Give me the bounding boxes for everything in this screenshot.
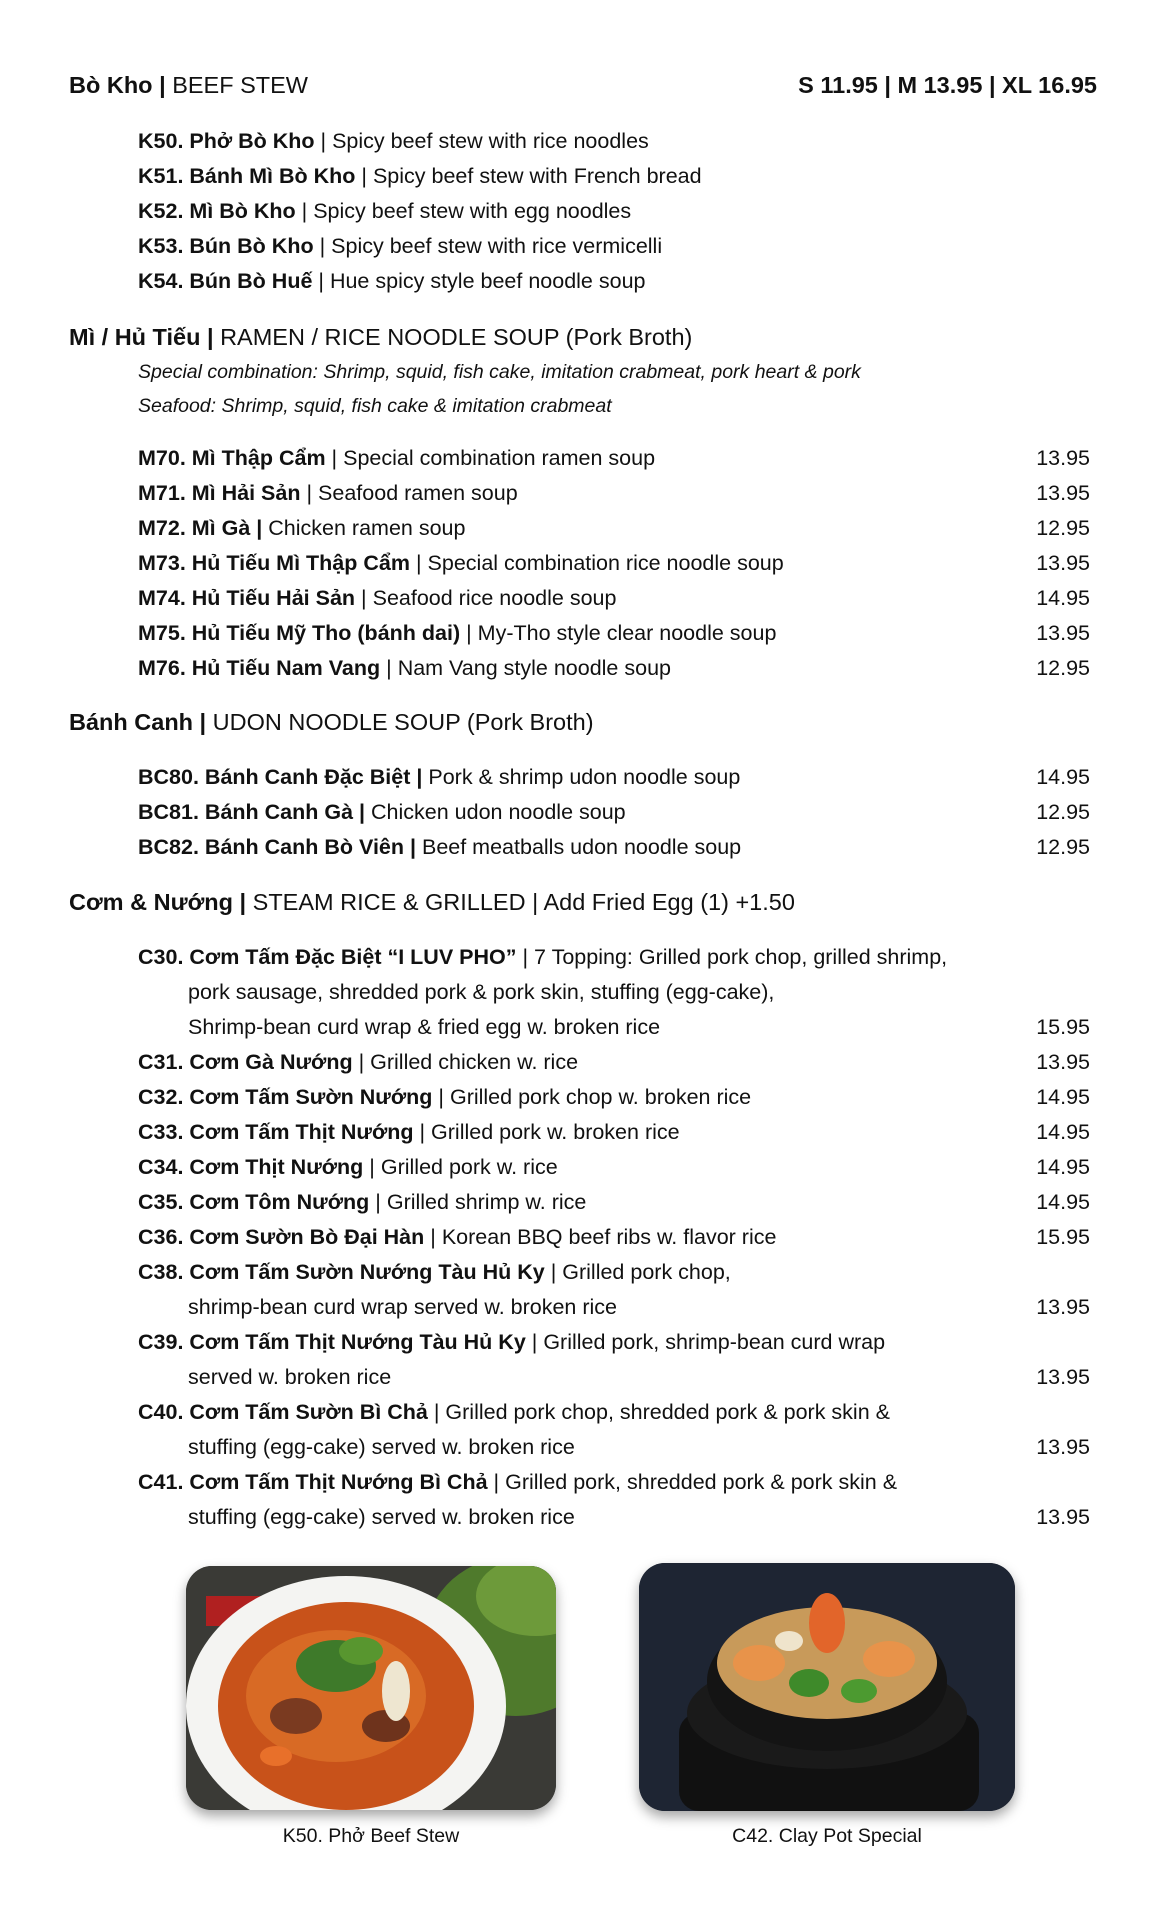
size-prices: S 11.95 | M 13.95 | XL 16.95 [798, 72, 1097, 98]
item-desc: 7 Topping: Grilled pork chop, grilled shrimp, [534, 945, 948, 969]
item-desc-cont: shrimp-bean curd wrap served w. broken rice [188, 1295, 617, 1319]
item-name: K51. Bánh Mì Bò Kho [138, 164, 356, 188]
item-price: 13.95 [1036, 1050, 1090, 1074]
item-price: 15.95 [1036, 1225, 1090, 1249]
item-desc: Grilled pork chop, shredded pork & pork skin & [445, 1400, 890, 1424]
menu-item: C32. Cơm Tấm Sườn Nướng | Grilled pork chop w. broken rice [138, 1085, 752, 1109]
section-header-bo-kho: Bò Kho | BEEF STEW [69, 72, 308, 98]
menu-item: C35. Cơm Tôm Nướng | Grilled shrimp w. rice [138, 1190, 587, 1214]
item-name: BC80. Bánh Canh Đặc Biệt [138, 765, 411, 789]
item-desc: Beef meatballs udon noodle soup [421, 835, 742, 859]
item-desc: Spicy beef stew with French bread [372, 164, 702, 188]
item-desc: Chicken ramen soup [268, 516, 466, 540]
item-desc: Grilled shrimp w. rice [386, 1190, 587, 1214]
item-desc: Spicy beef stew with rice noodles [332, 129, 649, 153]
menu-item: C36. Cơm Sườn Bò Đại Hàn | Korean BBQ beef ribs w. flavor rice [138, 1225, 777, 1249]
section-header-com: Cơm & Nướng | STEAM RICE & GRILLED | Add Fried Egg (1) +1.50 [69, 889, 795, 915]
item-name: C40. Cơm Tấm Sườn Bì Chả [138, 1400, 428, 1424]
section-title-vn: Cơm & Nướng [69, 889, 234, 915]
item-name: C38. Cơm Tấm Sườn Nướng Tàu Hủ Ky [138, 1260, 545, 1284]
item-desc-cont: stuffing (egg-cake) served w. broken rice [188, 1505, 575, 1529]
item-name: C34. Cơm Thịt Nướng [138, 1155, 364, 1179]
item-price: 15.95 [1036, 1015, 1090, 1039]
menu-item: C30. Cơm Tấm Đặc Biệt “I LUV PHO” | 7 Topping: Grilled pork chop, grilled shrimp, [138, 945, 948, 969]
menu-item: BC80. Bánh Canh Đặc Biệt | Pork & shrimp udon noodle soup [138, 765, 741, 789]
item-name: BC81. Bánh Canh Gà [138, 800, 354, 824]
item-name: K52. Mì Bò Kho [138, 199, 296, 223]
item-price: 14.95 [1036, 586, 1090, 610]
item-name: M74. Hủ Tiếu Hải Sản [138, 586, 356, 610]
item-name: K53. Bún Bò Kho [138, 234, 314, 258]
menu-item: K53. Bún Bò Kho | Spicy beef stew with rice vermicelli [138, 234, 663, 258]
item-name: C32. Cơm Tấm Sườn Nướng [138, 1085, 433, 1109]
item-price: 12.95 [1036, 656, 1090, 680]
item-desc: Special combination ramen soup [343, 446, 656, 470]
menu-item: BC81. Bánh Canh Gà | Chicken udon noodle soup [138, 800, 626, 824]
menu-item: C40. Cơm Tấm Sườn Bì Chả | Grilled pork chop, shredded pork & pork skin & [138, 1400, 890, 1424]
item-desc: Grilled pork chop, [562, 1260, 731, 1284]
item-name: M71. Mì Hải Sản [138, 481, 301, 505]
menu-item: C34. Cơm Thịt Nướng | Grilled pork w. rice [138, 1155, 558, 1179]
item-name: M76. Hủ Tiếu Nam Vang [138, 656, 381, 680]
item-price: 12.95 [1036, 516, 1090, 540]
item-desc: Grilled chicken w. rice [370, 1050, 579, 1074]
item-price: 14.95 [1036, 1155, 1090, 1179]
section-title-vn: Bò Kho [69, 72, 153, 98]
food-photo-clay-pot [639, 1563, 1015, 1811]
section-title-en: BEEF STEW [172, 72, 308, 98]
item-desc: Grilled pork chop w. broken rice [449, 1085, 752, 1109]
item-price: 14.95 [1036, 1190, 1090, 1214]
item-desc: Seafood rice noodle soup [372, 586, 617, 610]
item-desc: Pork & shrimp udon noodle soup [428, 765, 741, 789]
item-desc: Grilled pork w. broken rice [431, 1120, 680, 1144]
menu-item: M76. Hủ Tiếu Nam Vang | Nam Vang style noodle soup [138, 656, 671, 680]
section-title-en: UDON NOODLE SOUP (Pork Broth) [212, 709, 594, 735]
item-name: M75. Hủ Tiếu Mỹ Tho (bánh dai) [138, 621, 461, 645]
item-price: 12.95 [1036, 835, 1090, 859]
item-desc-cont: stuffing (egg-cake) served w. broken rice [188, 1435, 575, 1459]
item-name: M72. Mì Gà [138, 516, 251, 540]
item-desc: Chicken udon noodle soup [371, 800, 626, 824]
item-name: BC82. Bánh Canh Bò Viên [138, 835, 405, 859]
item-name: C36. Cơm Sườn Bò Đại Hàn [138, 1225, 425, 1249]
item-desc: Special combination rice noodle soup [427, 551, 784, 575]
item-name: C35. Cơm Tôm Nướng [138, 1190, 370, 1214]
item-price: 13.95 [1036, 551, 1090, 575]
item-name: M70. Mì Thập Cẩm [138, 446, 326, 470]
item-desc: My-Tho style clear noodle soup [477, 621, 777, 645]
item-name: C33. Cơm Tấm Thịt Nướng [138, 1120, 414, 1144]
section-title-en: STEAM RICE & GRILLED | Add Fried Egg (1) +1.50 [252, 889, 795, 915]
item-desc: Grilled pork, shredded pork & pork skin & [505, 1470, 898, 1494]
menu-item: C38. Cơm Tấm Sườn Nướng Tàu Hủ Ky | Grilled pork chop, [138, 1260, 731, 1284]
photo-clay-pot-illustration [639, 1563, 1015, 1811]
menu-item: M70. Mì Thập Cẩm | Special combination ramen soup [138, 446, 656, 470]
item-desc: Nam Vang style noodle soup [397, 656, 671, 680]
section-note: Special combination: Shrimp, squid, fish cake, imitation crabmeat, pork heart & pork [138, 361, 861, 383]
section-title-vn: Mì / Hủ Tiếu [69, 324, 201, 350]
item-name: K54. Bún Bò Huế [138, 269, 313, 293]
menu-item: K50. Phở Bò Kho | Spicy beef stew with rice noodles [138, 129, 649, 153]
section-header-banh-canh: Bánh Canh | UDON NOODLE SOUP (Pork Broth) [69, 709, 594, 735]
section-title-vn: Bánh Canh [69, 709, 194, 735]
item-price: 12.95 [1036, 800, 1090, 824]
item-price: 13.95 [1036, 446, 1090, 470]
item-name: C31. Cơm Gà Nướng [138, 1050, 353, 1074]
menu-item: K54. Bún Bò Huế | Hue spicy style beef noodle soup [138, 269, 646, 293]
section-note: Seafood: Shrimp, squid, fish cake & imitation crabmeat [138, 395, 612, 417]
section-title-en: RAMEN / RICE NOODLE SOUP (Pork Broth) [220, 324, 693, 350]
item-desc: Hue spicy style beef noodle soup [329, 269, 646, 293]
item-name: C41. Cơm Tấm Thịt Nướng Bì Chả [138, 1470, 488, 1494]
menu-item: C41. Cơm Tấm Thịt Nướng Bì Chả | Grilled pork, shredded pork & pork skin & [138, 1470, 898, 1494]
item-price: 13.95 [1036, 621, 1090, 645]
menu-item: M73. Hủ Tiếu Mì Thập Cẩm | Special combination rice noodle soup [138, 551, 784, 575]
item-price: 13.95 [1036, 1505, 1090, 1529]
food-photo-bo-kho [186, 1566, 556, 1810]
menu-item: M71. Mì Hải Sản | Seafood ramen soup [138, 481, 518, 505]
item-price: 14.95 [1036, 765, 1090, 789]
menu-item: C39. Cơm Tấm Thịt Nướng Tàu Hủ Ky | Grilled pork, shrimp-bean curd wrap [138, 1330, 886, 1354]
item-name: M73. Hủ Tiếu Mì Thập Cẩm [138, 551, 410, 575]
item-desc-cont: pork sausage, shredded pork & pork skin, stuffing (egg-cake), [188, 980, 775, 1004]
item-desc-cont: Shrimp-bean curd wrap & fried egg w. broken rice [188, 1015, 661, 1039]
item-price: 14.95 [1036, 1085, 1090, 1109]
menu-item: M72. Mì Gà | Chicken ramen soup [138, 516, 466, 540]
item-desc: Spicy beef stew with egg noodles [313, 199, 632, 223]
item-desc: Korean BBQ beef ribs w. flavor rice [441, 1225, 777, 1249]
item-price: 13.95 [1036, 1295, 1090, 1319]
item-desc: Grilled pork, shrimp-bean curd wrap [543, 1330, 886, 1354]
item-price: 13.95 [1036, 481, 1090, 505]
menu-item: M74. Hủ Tiếu Hải Sản | Seafood rice noodle soup [138, 586, 617, 610]
item-price: 13.95 [1036, 1435, 1090, 1459]
item-name: C30. Cơm Tấm Đặc Biệt “I LUV PHO” [138, 945, 517, 969]
section-header-mi: Mì / Hủ Tiếu | RAMEN / RICE NOODLE SOUP (Pork Broth) [69, 324, 693, 350]
menu-item: K52. Mì Bò Kho | Spicy beef stew with egg noodles [138, 199, 632, 223]
item-price: 13.95 [1036, 1365, 1090, 1389]
item-name: C39. Cơm Tấm Thịt Nướng Tàu Hủ Ky [138, 1330, 526, 1354]
item-desc: Spicy beef stew with rice vermicelli [331, 234, 663, 258]
photo-bo-kho-illustration [186, 1566, 556, 1810]
menu-item: K51. Bánh Mì Bò Kho | Spicy beef stew with French bread [138, 164, 702, 188]
photo-caption-right: C42. Clay Pot Special [732, 1825, 922, 1847]
menu-item: BC82. Bánh Canh Bò Viên | Beef meatballs udon noodle soup [138, 835, 742, 859]
item-name: K50. Phở Bò Kho [138, 129, 315, 153]
photo-caption-left: K50. Phở Beef Stew [282, 1825, 460, 1847]
menu-item: M75. Hủ Tiếu Mỹ Tho (bánh dai) | My-Tho style clear noodle soup [138, 621, 777, 645]
item-desc-cont: served w. broken rice [188, 1365, 392, 1389]
item-desc: Grilled pork w. rice [380, 1155, 558, 1179]
menu-item: C31. Cơm Gà Nướng | Grilled chicken w. rice [138, 1050, 579, 1074]
item-desc: Seafood ramen soup [318, 481, 518, 505]
menu-item: C33. Cơm Tấm Thịt Nướng | Grilled pork w. broken rice [138, 1120, 680, 1144]
item-price: 14.95 [1036, 1120, 1090, 1144]
